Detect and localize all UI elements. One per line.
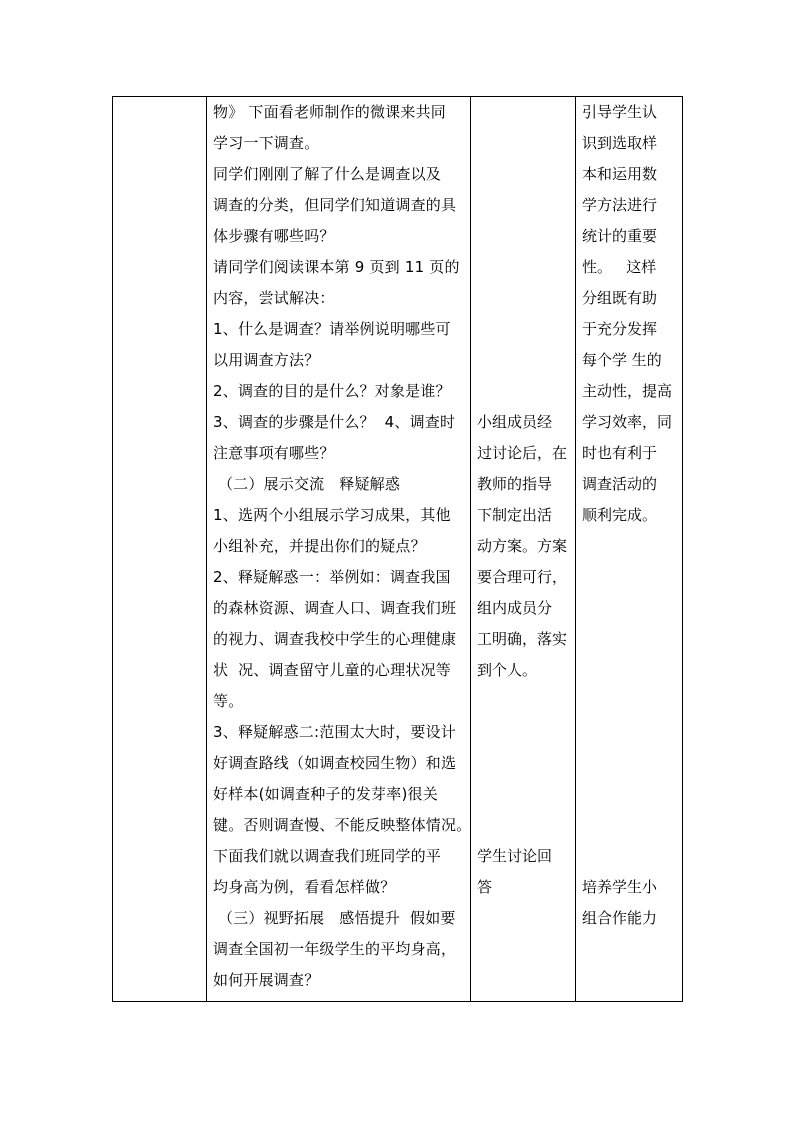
col2-text-line: 调查的分类，但同学们知道调查的具 xyxy=(213,196,457,214)
col4-text-line: 性。 这样 xyxy=(582,258,657,276)
stage-column-cell xyxy=(113,97,207,1002)
col2-text-line: 小组补充，并提出你们的疑点？ xyxy=(213,537,426,555)
col3-text-line: 到个人。 xyxy=(477,661,538,679)
lesson-plan-table xyxy=(112,96,683,1002)
col2-text-line: （三）视野拓展 感悟提升 假如要 xyxy=(213,909,456,927)
col4-text-line xyxy=(582,562,678,593)
col2-text-line: 状 况、调查留守儿童的心理状况等 xyxy=(213,661,451,679)
col3-text-line: 动方案。方案 xyxy=(477,537,568,555)
col4-text-line: 主动性，提高 xyxy=(582,382,673,400)
col2-text-line: （二）展示交流 释疑解惑 xyxy=(213,475,401,493)
col2-text-line: 调查全国初一年级学生的平均身高， xyxy=(213,940,457,958)
col2-text-line: 内容，尝试解决： xyxy=(213,289,335,307)
col4-text-line: 调查活动的 xyxy=(582,475,658,493)
col2-text-line: 请同学们阅读课本第 9 页到 11 页的 xyxy=(213,258,460,276)
col3-text-line xyxy=(477,283,571,314)
col3-text-line: 答 xyxy=(477,878,493,896)
col3-text-line xyxy=(477,252,571,283)
col3-text-line: 要合理可行， xyxy=(477,568,568,586)
col3-text-line xyxy=(477,345,571,376)
col4-text-line xyxy=(582,748,678,779)
col2-text-line: 的森林资源、调查人口、调查我们班 xyxy=(213,599,457,617)
col3-text-line xyxy=(477,748,571,779)
col4-text-line: 顺利完成。 xyxy=(582,506,658,524)
col3-text-line: 学生讨论回 xyxy=(477,847,553,865)
col4-text-line xyxy=(582,531,678,562)
col4-text-line: 时也有利于 xyxy=(582,444,658,462)
col2-text-line: 体步骤有哪些吗？ xyxy=(213,227,335,245)
teaching-content-cell xyxy=(207,97,471,1002)
col2-text-line: 均身高为例，看看怎样做？ xyxy=(213,878,396,896)
col2-text-line: 好调查路线（如调查校园生物）和选 xyxy=(213,754,457,772)
col4-text-line: 组合作能力 xyxy=(582,909,658,927)
col3-text-line xyxy=(477,779,571,810)
col4-text-line xyxy=(582,593,678,624)
col4-text-line xyxy=(582,686,678,717)
col3-text-line: 教师的指导 xyxy=(477,475,553,493)
col3-text-line xyxy=(477,314,571,345)
col3-text-line xyxy=(477,159,571,190)
col2-text-line: 1、选两个小组展示学习成果，其他 xyxy=(213,506,451,524)
col4-text-line: 学习效率，同 xyxy=(582,413,673,431)
col4-text-line xyxy=(582,810,678,841)
col2-text-line: 3、释疑解惑二:范围太大时，要设计 xyxy=(213,723,456,741)
col4-text-line: 识到选取样 xyxy=(582,134,658,152)
col2-text-line: 学习一下调查。 xyxy=(213,134,320,152)
col4-text-line xyxy=(582,624,678,655)
col4-text-line xyxy=(582,655,678,686)
col3-text-line xyxy=(477,376,571,407)
col3-text-line xyxy=(477,128,571,159)
col3-text-line: 工明确，落实 xyxy=(477,630,568,648)
design-intent-cell xyxy=(576,97,683,1002)
col2-text-line: 如何开展调查？ xyxy=(213,971,320,989)
col3-text-line xyxy=(477,221,571,252)
col2-text-line: 2、释疑解惑一：举例如：调查我国 xyxy=(213,568,451,586)
col4-text-line: 每个学 生的 xyxy=(582,351,662,369)
col4-text-line: 统计的重要 xyxy=(582,227,658,245)
col2-text-line: 下面我们就以调查我们班同学的平 xyxy=(213,847,442,865)
col2-text-line: 的视力、调查我校中学生的心理健康 xyxy=(213,630,457,648)
col2-text-line: 以用调查方法？ xyxy=(213,351,320,369)
col3-text-line xyxy=(477,810,571,841)
col4-text-line: 于充分发挥 xyxy=(582,320,658,338)
col2-text-line: 2、调查的目的是什么？对象是谁？ xyxy=(213,382,451,400)
col2-text-line: 物》 下面看老师制作的微课来共同 xyxy=(213,103,446,121)
col4-text-line xyxy=(582,841,678,872)
col4-text-line: 引导学生认 xyxy=(582,103,658,121)
col3-text-line: 下制定出活 xyxy=(477,506,553,524)
col4-text-line: 本和运用数 xyxy=(582,165,658,183)
col4-text-line: 分组既有助 xyxy=(582,289,658,307)
col4-text-line: 学方法进行 xyxy=(582,196,658,214)
col2-text-line: 键。否则调查慢、不能反映整体情况。 xyxy=(213,816,472,834)
student-activity-cell xyxy=(471,97,576,1002)
col3-text-line xyxy=(477,190,571,221)
col3-text-line: 组内成员分 xyxy=(477,599,553,617)
col2-text-line: 同学们刚刚了解了什么是调查以及 xyxy=(213,165,442,183)
col2-text-line: 1、什么是调查？请举例说明哪些可 xyxy=(213,320,451,338)
col3-text-line xyxy=(477,686,571,717)
col3-text-line: 过讨论后，在 xyxy=(477,444,568,462)
col2-text-line: 好样本(如调查种子的发芽率)很关 xyxy=(213,785,438,803)
col3-text-line xyxy=(477,717,571,748)
col3-text-line xyxy=(477,97,571,128)
col2-text-line: 3、调查的步骤是什么？ 4、调查时 xyxy=(213,413,456,431)
table-row xyxy=(113,97,683,1002)
col4-text-line xyxy=(582,717,678,748)
col3-text-line: 小组成员经 xyxy=(477,413,553,431)
col4-text-line: 培养学生小 xyxy=(582,878,658,896)
col2-text-line: 注意事项有哪些？ xyxy=(213,444,335,462)
col2-text-line: 等。 xyxy=(213,692,244,710)
col4-text-line xyxy=(582,779,678,810)
